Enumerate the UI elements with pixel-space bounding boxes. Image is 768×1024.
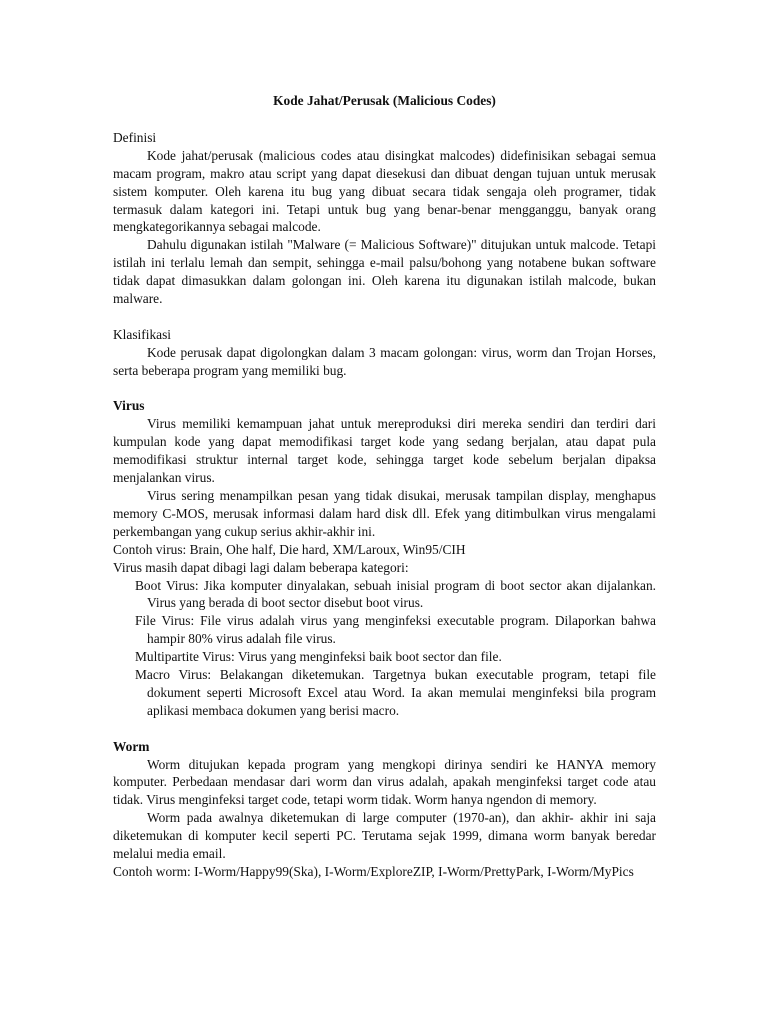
heading-worm: Worm bbox=[113, 738, 150, 754]
paragraph-virus-1: Virus memiliki kemampuan jahat untuk mereproduksi diri mereka sendiri dan terdiri dari kumpulan kode yang dapat memodifikasi target kode yang sedang berjalan, atau dapat pula memodifikasi struktur internal target kode, sehingga target kode sebelum berjalan dipaksa menjalankan virus. bbox=[113, 416, 656, 486]
paragraph-definisi-2: Dahulu digunakan istilah "Malware (= Malicious Software)" ditujukan untuk malcode. Tetapi istilah ini terlalu lemah dan sempit, sehingga e-mail palsu/bohong yang notabene bukan software tidak dapat dimasukkan dalam golongan ini. Oleh karena itu digunakan istilah malcode, bukan malware. bbox=[113, 237, 656, 307]
document-page bbox=[113, 92, 656, 881]
section-spacer bbox=[113, 308, 656, 326]
list-item-multipartite-virus: Multipartite Virus: Virus yang menginfeksi baik boot sector dan file. bbox=[135, 649, 502, 665]
paragraph-definisi-1: Kode jahat/perusak (malicious codes atau disingkat malcodes) didefinisikan sebagai semua macam program, makro atau script yang dapat diesekusi dan dibuat dengan tujuan untuk merusak sistem komputer. Oleh karena itu bug yang dibuat secara tidak sengaja oleh programer, tidak termasuk dalam kategori ini. Tetapi untuk bug yang benar-benar mengganggu, banyak orang mengkategorikannya sebagai malcode. bbox=[113, 147, 656, 235]
list-item-macro-virus: Macro Virus: Belakangan diketemukan. Targetnya bukan executable program, tetapi file dokument seperti Microsoft Excel atau Word. Ia akan memulai menginfeksi bila program aplikasi membaca dokumen yang berisi macro. bbox=[135, 667, 656, 718]
paragraph-virus-2: Virus sering menampilkan pesan yang tidak disukai, merusak tampilan display, menghapus memory C-MOS, merusak informasi dalam hard disk dll. Efek yang ditimbulkan virus mengalami perkembangan yang cukup serius akhir-akhir ini. bbox=[113, 488, 656, 539]
paragraph-klasifikasi-1: Kode perusak dapat digolongkan dalam 3 macam golongan: virus, worm dan Trojan Horses, serta beberapa program yang memiliki bug. bbox=[113, 344, 656, 378]
section-spacer bbox=[113, 380, 656, 398]
list-item-file-virus: File Virus: File virus adalah virus yang menginfeksi executable program. Dilaporkan bahwa hampir 80% virus adalah file virus. bbox=[135, 613, 656, 647]
virus-categories-intro: Virus masih dapat dibagi lagi dalam beberapa kategori: bbox=[113, 559, 409, 575]
paragraph-worm-1: Worm ditujukan kepada program yang mengkopi dirinya sendiri ke HANYA memory komputer. Perbedaan mendasar dari worm dan virus adalah, apakah menginfeksi target code atau tidak. Virus menginfeksi target code, tetapi worm tidak. Worm hanya ngendon di memory. bbox=[113, 756, 656, 808]
heading-definisi: Definisi bbox=[113, 129, 157, 145]
heading-klasifikasi: Klasifikasi bbox=[113, 326, 172, 342]
list-item-boot-virus: Boot Virus: Jika komputer dinyalakan, sebuah inisial program di boot sector akan dijalankan. Virus yang berada di boot sector disebut boot virus. bbox=[135, 577, 656, 611]
virus-examples: Contoh virus: Brain, Ohe half, Die hard, XM/Laroux, Win95/CIH bbox=[113, 541, 466, 557]
section-spacer bbox=[113, 720, 656, 738]
virus-categories-list bbox=[113, 577, 656, 720]
document-title: Kode Jahat/Perusak (Malicious Codes) bbox=[273, 93, 496, 108]
paragraph-worm-2: Worm pada awalnya diketemukan di large computer (1970-an), dan akhir- akhir ini saja diketemukan di komputer kecil seperti PC. Terutama sejak 1999, dimana worm banyak beredar melalui media email. bbox=[113, 810, 656, 862]
worm-examples: Contoh worm: I-Worm/Happy99(Ska), I-Worm/ExploreZIP, I-Worm/PrettyPark, I-Worm/MyPics bbox=[113, 864, 634, 880]
heading-virus: Virus bbox=[113, 398, 145, 414]
